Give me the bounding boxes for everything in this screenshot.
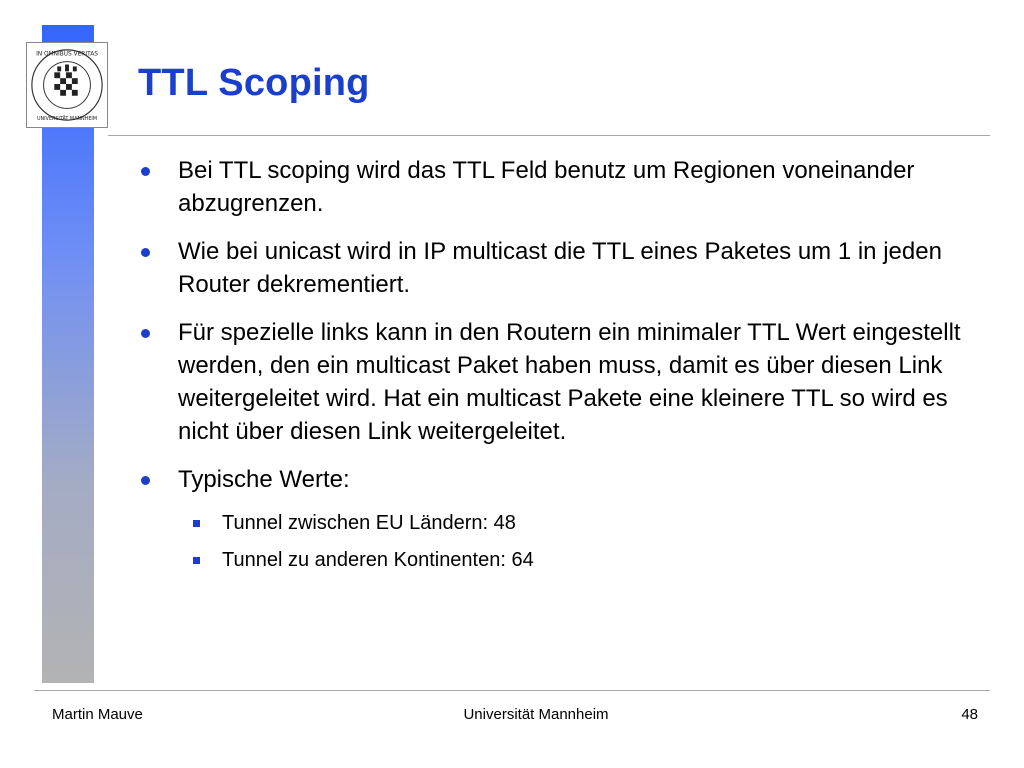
bullet-dot-icon [141, 248, 150, 257]
slide-title: TTL Scoping [138, 62, 370, 104]
sub-bullet-item [136, 542, 996, 579]
bullet-item [136, 316, 996, 448]
title-divider [108, 135, 990, 136]
slide-body [136, 154, 996, 579]
bullet-text: Für spezielle links kann in den Routern ein minimaler TTL Wert eingestellt werden, den ein multicast Paket haben muss, damit es über diesen Link weitergeleitet wird. Hat ein multicast Pakete eine kleinere TTL so wird es nicht über diesen Link weitergeleitet. [178, 319, 961, 445]
bullet-text: Typische Werte: [178, 466, 350, 493]
page-number: 48 [961, 706, 978, 723]
square-bullet-icon [193, 557, 200, 564]
footer-author: Martin Mauve [52, 706, 143, 723]
bullet-dot-icon [141, 329, 150, 338]
seal-ring-top-text: IN OMNIBUS VERITAS [36, 51, 98, 58]
footer-institution: Universität Mannheim [463, 706, 609, 723]
bullet-dot-icon [141, 167, 150, 176]
bullet-text: Wie bei unicast wird in IP multicast die TTL eines Paketes um 1 in jeden Router dekrementiert. [178, 238, 942, 298]
university-seal-icon [27, 43, 107, 127]
seal-ring-bottom-text: UNIVERSITÄT MANNHEIM [36, 116, 98, 123]
bullet-item [136, 463, 996, 496]
bullet-dot-icon [141, 476, 150, 485]
square-bullet-icon [193, 520, 200, 527]
bullet-text: Bei TTL scoping wird das TTL Feld benutz um Regionen voneinander abzugrenzen. [178, 157, 915, 217]
sub-bullet-item [136, 505, 996, 542]
bullet-item [136, 235, 996, 301]
sub-bullet-text: Tunnel zwischen EU Ländern: 48 [222, 512, 516, 534]
bullet-item [136, 154, 996, 220]
footer-divider [34, 690, 990, 691]
sub-bullet-text: Tunnel zu anderen Kontinenten: 64 [222, 549, 534, 571]
sub-bullet-list [136, 505, 996, 579]
university-logo [26, 42, 108, 128]
